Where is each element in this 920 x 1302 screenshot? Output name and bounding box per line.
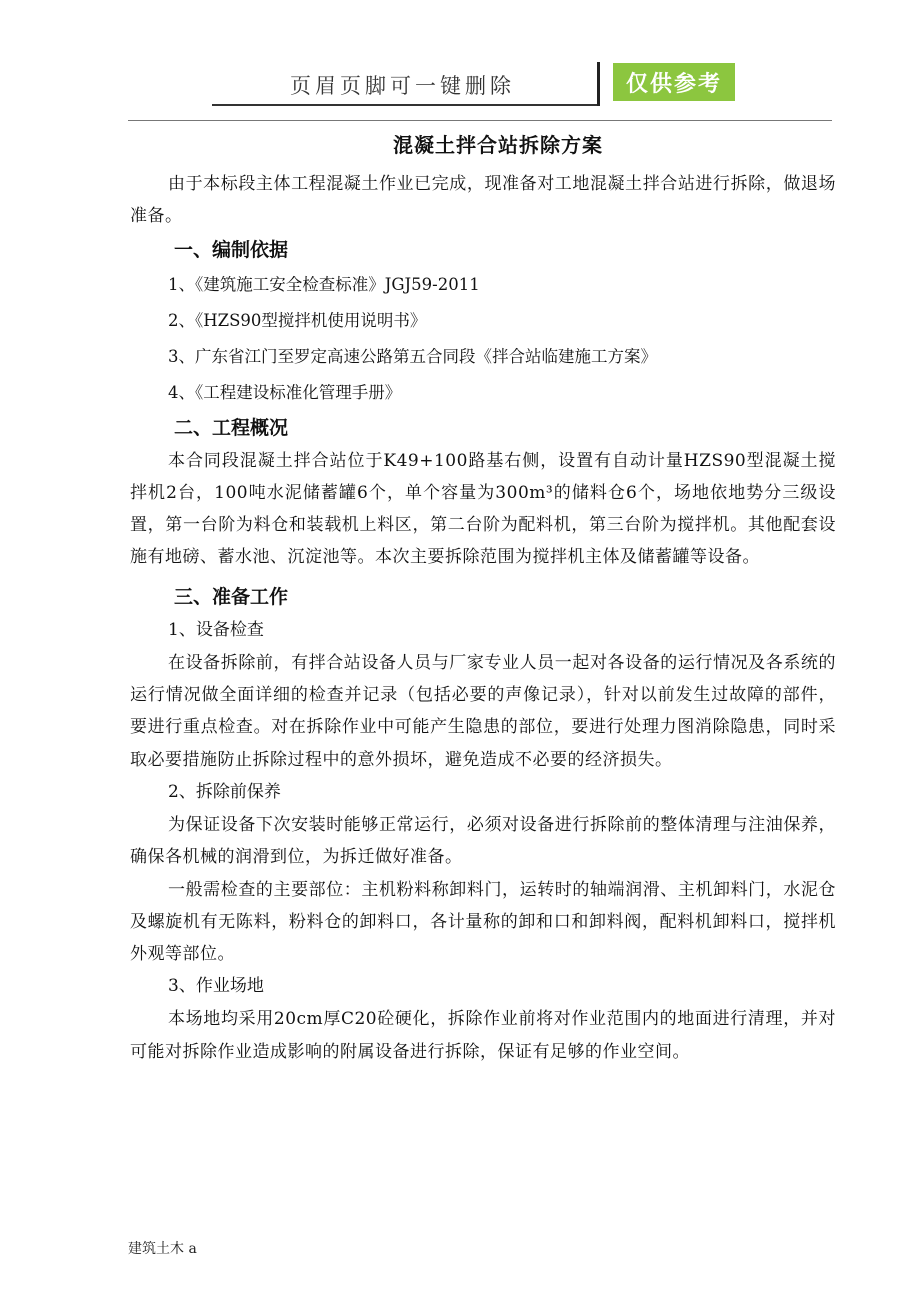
basis-item: 1、《建筑施工安全检查标准》JGJ59-2011 [168,274,480,294]
document-body [130,124,836,1068]
inspection-points-paragraph: 一般需检查的主要部位：主机粉料称卸料门，运转时的轴端润滑、主机卸料门，水泥仓及螺旋机有无陈料，粉料仓的卸料口，各计量称的卸和口和卸料阀，配料机卸料口，搅拌机外观等部位。 [130,879,836,965]
page-header-rule [128,120,832,121]
intro-paragraph: 由于本标段主体工程混凝土作业已完成，现准备对工地混凝土拌合站进行拆除，做退场准备。 [130,174,836,227]
basis-item: 3、广东省江门至罗定高速公路第五合同段《拌合站临建施工方案》 [168,346,657,366]
header-divider [597,62,600,106]
header-underline [212,104,598,106]
basis-item: 2、《HZS90型搅拌机使用说明书》 [168,310,427,330]
maintenance-paragraph: 为保证设备下次安装时能够正常运行，必须对设备进行拆除前的整体清理与注油保养，确保各机械的润滑到位，为拆迁做好准备。 [130,814,836,868]
page-footer: 建筑土木 a [128,1241,197,1257]
subsection-title-site: 3、作业场地 [168,976,264,997]
overview-paragraph: 本合同段混凝土拌合站位于K49+100路基右侧，设置有自动计量HZS90型混凝土搅拌机2台，100吨水泥储蓄罐6个，单个容量为300m³的储料仓6个，场地依地势分三级设置，第一台阶为料仓和装载机上料区，第二台阶为配料机，第三台阶为搅拌机。其他配套设施有地磅、蓄水池、沉淀池等。本次主要拆除范围为搅拌机主体及储蓄罐等设备。 [130,450,836,568]
section-heading-preparation: 三、准备工作 [174,585,289,608]
section-heading-overview: 二、工程概况 [174,416,289,439]
section-heading-basis: 一、编制依据 [174,238,289,261]
reference-badge: 仅供参考 [613,63,735,101]
inspection-paragraph: 在设备拆除前，有拌合站设备人员与厂家专业人员一起对各设备的运行情况及各系统的运行情况做全面详细的检查并记录（包括必要的声像记录），针对以前发生过故障的部件，要进行重点检查。对在拆除作业中可能产生隐患的部位，要进行处理力图消除隐患，同时采取必要措施防止拆除过程中的意外损坏，避免造成不必要的经济损失。 [130,652,836,770]
subsection-title-inspection: 1、设备检查 [168,619,264,640]
basis-item: 4、《工程建设标准化管理手册》 [168,382,402,402]
header-text: 页眉页脚可一键删除 [290,74,515,98]
subsection-title-maintenance: 2、拆除前保养 [168,781,281,802]
site-paragraph: 本场地均采用20cm厚C20砼硬化，拆除作业前将对作业范围内的地面进行清理，并对可能对拆除作业造成影响的附属设备进行拆除，保证有足够的作业空间。 [130,1009,836,1062]
document-title: 混凝土拌合站拆除方案 [393,133,603,157]
